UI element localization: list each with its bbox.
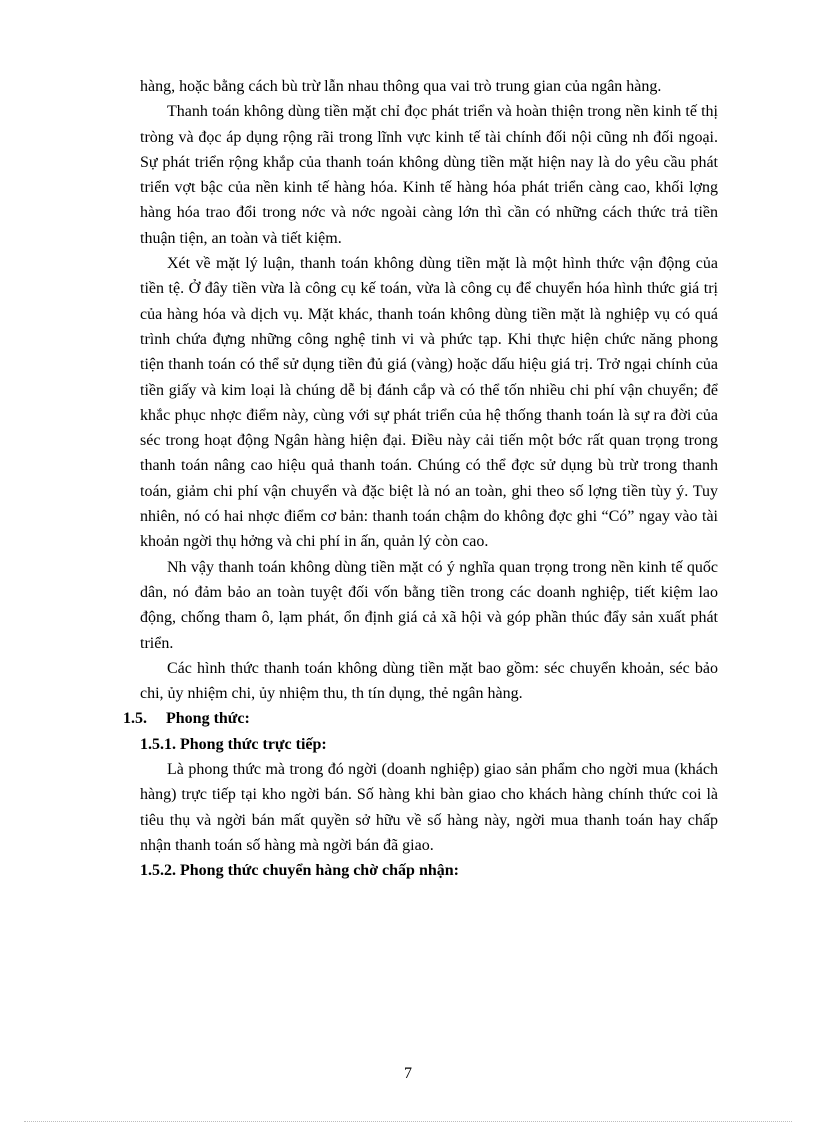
paragraph-significance: Nh vậy thanh toán không dùng tiền mặt có ý nghĩa quan trọng trong nền kinh tế quốc dân, nó đảm bảo an toàn tuyệt đối vốn bằng tiền trong các doanh nghiệp, tiết kiệm lao động, chống tham ô, lạm phát, ổn định giá cả xã hội và góp phần thúc đẩy sản xuất phát triển. <box>140 558 718 652</box>
paragraph-theory: Xét về mặt lý luận, thanh toán không dùng tiền mặt là một hình thức vận động của tiền tệ. Ở đây tiền vừa là công cụ kế toán, vừa là công cụ để chuyển hóa hình thức giá trị của hàng hóa và dịch vụ. Mặt khác, thanh toán không dùng tiền mặt là nghiệp vụ có quá trình chứa đựng những công nghệ tinh vi và phức tạp. Khi thực hiện chức năng phong tiện thanh toán có thể sử dụng tiền đủ giá (vàng) hoặc dấu hiệu giá trị. Trở ngại chính của tiền giấy và kim loại là chúng dễ bị đánh cắp và có thể tốn nhiều chi phí vận chuyển; để khắc phục nhợc điểm này, cùng với sự phát triển của hệ thống thanh toán là sự ra đời của séc trong hoạt động Ngân hàng hiện đại. Điều này cải tiến một bớc rất quan trọng trong thanh toán nâng cao hiệu quả thanh toán. Chúng có thể đợc sử dụng bù trừ trong thanh toán, giảm chi phí vận chuyển và đặc biệt là nó an toàn, ghi theo số lợng tiền tùy ý. Tuy nhiên, nó có hai nhợc điểm cơ bản: thanh toán chậm do không đợc ghi “Có” ngay vào tài khoản ngời thụ hởng và chi phí in ấn, quản lý còn cao. <box>140 255 718 551</box>
subsection-heading-direct: 1.5.1. Phong thức trực tiếp: <box>140 735 327 753</box>
document-body <box>123 74 718 884</box>
paragraph-direct-method: Là phong thức mà trong đó ngời (doanh nghiệp) giao sản phẩm cho ngời mua (khách hàng) trực tiếp tại kho ngời bán. Số hàng khi bàn giao cho khách hàng chính thức coi là tiêu thụ và ngời bán mất quyền sở hữu về số hàng này, ngời mua thanh toán hay chấp nhận thanh toán số hàng mà ngời bán đã giao. <box>140 761 718 854</box>
paragraph-continuation: hàng, hoặc bằng cách bù trừ lẫn nhau thông qua vai trò trung gian của ngân hàng. <box>140 78 662 95</box>
section-title: Phong thức: <box>166 710 250 728</box>
paragraph-cashless-development: Thanh toán không dùng tiền mặt chỉ đọc phát triển và hoàn thiện trong nền kinh tế thị tròng và đọc áp dụng rộng rãi trong lĩnh vực kinh tế tài chính đối nội cũng nh đối ngoại. Sự phát triển rộng khắp của thanh toán không dùng tiền mặt hiện nay là do yêu cầu phát triển vợt bậc của nền kinh tế hàng hóa. Kinh tế hàng hóa phát triển càng cao, khối lợng hàng hóa trao đổi trong nớc và nớc ngoài càng lớn thì cần có những cách thức trả tiền thuận tiện, an toàn và tiết kiệm. <box>140 103 718 247</box>
paragraph-payment-forms: Các hình thức thanh toán không dùng tiền mặt bao gồm: séc chuyển khoản, séc bảo chi, ủy nhiệm chi, ủy nhiệm thu, th tín dụng, thẻ ngân hàng. <box>140 659 718 703</box>
section-number: 1.5. <box>123 710 147 728</box>
page-number: 7 <box>404 1065 412 1082</box>
subsection-heading-consignment: 1.5.2. Phong thức chuyển hàng chờ chấp nhận: <box>140 862 459 880</box>
page-bottom-divider <box>24 1121 792 1122</box>
section-heading <box>123 706 701 731</box>
